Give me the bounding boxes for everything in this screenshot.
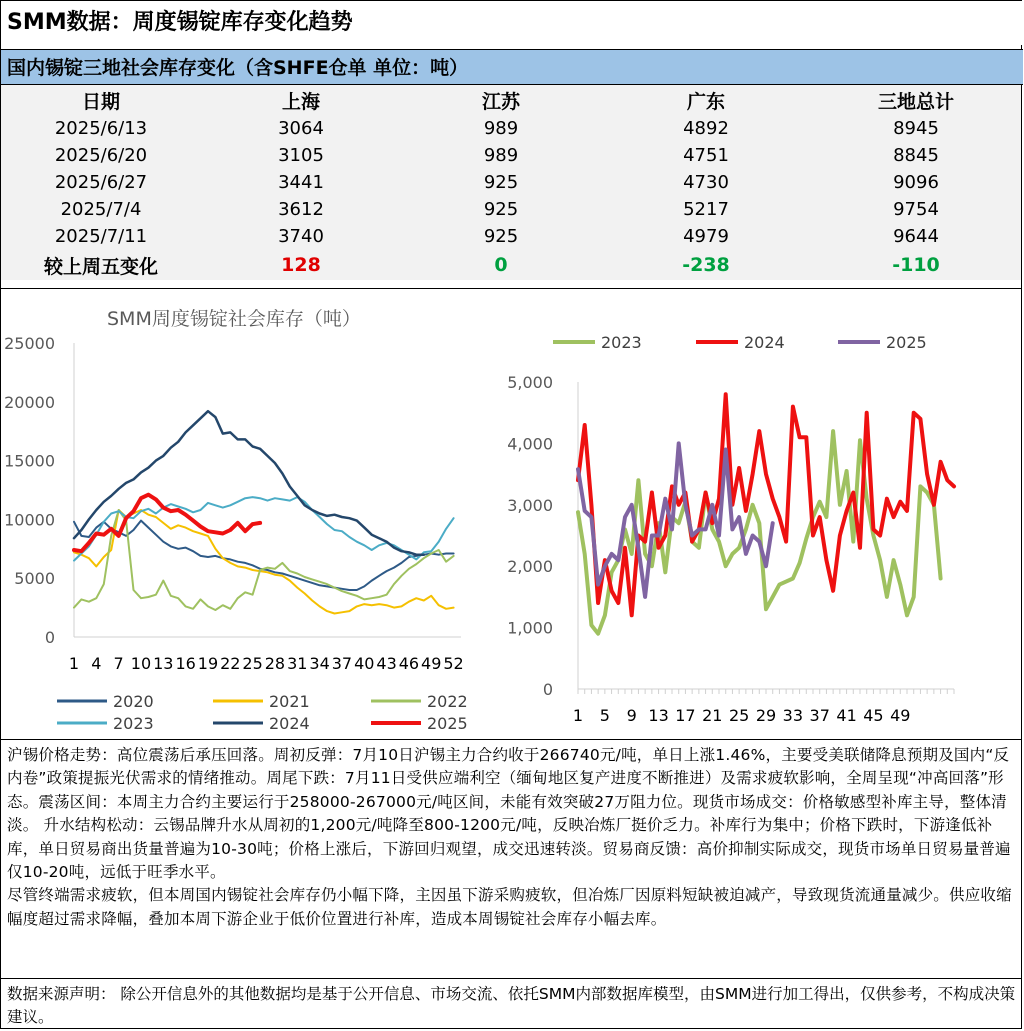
table-row [1,142,1021,169]
x-tick-label: 5 [599,706,610,725]
commentary-paragraph: 沪锡价格走势：高位震荡后承压回落。周初反弹：7月10日沪锡主力合约收于266740元/吨，单日上涨1.46%，主要受美联储降息预期及国内“反内卷”政策提振光伏需求的情绪推动。周尾下跌：7月11日受供应端利空（缅甸地区复产进度不断推进）及需求疲软影响，全周呈现“冲高回落”形态。震荡区间：本周主力合约主要运行于258000-267000元/吨区间，未能有效突破27万阻力位。现货市场成交：价格敏感型补库主导，整体清淡。 升水结构松动：云锡品牌升水从周初的1,200元/吨降至800-1200元/吨，反映冶炼厂挺价乏力。补库行为集中；价格下跌时，下游逢低补库，单日贸易商出货量普遍为10-30吨；价格上涨后，下游回归观望，成交迅速转淡。贸易商反馈：高价抑制实际成交，现货市场单日贸易量普遍仅10-20吨，远低于旺季水平。 [7,746,1011,882]
cell-shanghai: 3612 [278,199,324,220]
y-tick-label: 20000 [4,392,55,412]
table-header-row [1,85,1021,115]
header-total: 三地总计 [877,90,954,113]
y-tick-label: 0 [542,680,553,699]
cell-total: 9754 [893,199,939,220]
y-tick-label: 5000 [14,569,55,589]
x-tick-label: 22 [220,654,241,673]
legend-label: 2025 [886,333,927,352]
change-guangdong: -238 [682,254,730,276]
change-total: -110 [892,254,940,276]
legend-label: 2024 [269,714,310,733]
x-tick-label: 45 [863,706,884,725]
header-jiangsu: 江苏 [481,90,520,113]
y-tick-label: 0 [44,628,55,647]
cell-guangdong: 4730 [683,172,729,193]
series-line-2023 [74,497,454,560]
cell-guangdong: 4892 [683,118,729,139]
cell-jiangsu: 925 [483,199,519,220]
x-tick-label: 4 [91,654,102,673]
cell-jiangsu: 925 [483,172,519,193]
x-tick-label: 10 [130,654,152,673]
x-tick-label: 7 [113,654,124,673]
commentary-paragraph: 尽管终端需求疲软，但本周国内锡锭社会库存仍小幅下降，主因虽下游采购疲软，但冶炼厂因原料短缺被迫减产，导致现货流通量减少。供应收缩幅度超过需求降幅，叠加本周下游企业于低价位置进行补库，造成本周锡锭社会库存小幅去库。 [7,886,1012,928]
cell-total: 8945 [893,118,939,139]
series-line-2022 [74,510,454,610]
divider-bottom [1,978,1021,979]
x-tick-label: 19 [197,654,219,673]
cell-shanghai: 3064 [278,118,324,139]
table-row [1,115,1021,142]
change-row [1,250,1021,280]
inventory-table [1,85,1021,280]
disclaimer: 数据来源声明： 除公开信息外的其他数据均是基于公开信息、市场交流、依托SMM内部数据库模型，由SMM进行加工得出，仅供参考，不构成决策建议。 [7,985,1016,1027]
x-tick-label: 25 [728,706,750,725]
table-subtitle: 国内锡锭三地社会库存变化（含SHFE仓单 单位：吨） [1,49,1023,85]
x-tick-label: 13 [648,706,669,725]
x-tick-label: 40 [354,654,375,673]
header-guangdong: 广东 [686,90,725,113]
change-label: 较上周五变化 [43,255,158,278]
x-tick-label: 46 [398,654,420,673]
y-tick-label: 25000 [4,334,55,353]
x-tick-label: 37 [809,706,830,725]
change-jiangsu: 0 [494,254,508,276]
cell-guangdong: 4751 [683,145,729,166]
table-row [1,169,1021,196]
cell-total: 9644 [893,226,939,247]
x-tick-label: 21 [702,706,723,725]
legend-label: 2023 [601,333,642,352]
change-shanghai: 128 [281,254,321,276]
y-tick-label: 4,000 [507,434,553,454]
weekly-change-chart [491,289,1021,739]
cell-guangdong: 5217 [683,199,729,220]
legend-label: 2020 [113,692,154,711]
x-tick-label: 34 [309,654,330,673]
x-tick-label: 49 [890,706,911,725]
commentary [7,744,1019,931]
legend-label: 2024 [744,333,785,352]
series-line-2020 [74,521,454,590]
cell-total: 8845 [893,145,939,166]
header-date: 日期 [81,90,120,113]
chart-title: SMM周度锡锭社会库存（吨） [107,308,361,330]
x-tick-label: 9 [626,706,637,725]
x-tick-label: 17 [675,706,696,725]
table-row [1,223,1021,250]
cell-jiangsu: 989 [483,118,519,139]
legend-label: 2025 [427,714,468,733]
table-row [1,196,1021,223]
cell-date: 2025/6/13 [54,118,148,139]
x-tick-label: 41 [836,706,857,725]
x-tick-label: 25 [242,654,263,673]
cell-jiangsu: 925 [483,226,519,247]
x-tick-label: 1 [68,654,80,673]
cell-shanghai: 3105 [278,145,324,166]
cell-date: 2025/6/27 [54,172,148,193]
divider-chart [1,739,1021,740]
x-tick-label: 33 [782,706,804,725]
x-tick-label: 28 [264,654,286,673]
weekly-inventory-chart [1,289,491,739]
x-tick-label: 31 [287,654,308,673]
y-tick-label: 10000 [4,510,55,530]
y-tick-label: 5,000 [507,373,553,392]
legend-label: 2022 [427,692,468,711]
y-tick-label: 15000 [4,451,55,471]
x-tick-label: 43 [376,654,397,673]
cell-date: 2025/7/4 [60,199,142,220]
cell-total: 9096 [893,172,939,193]
x-tick-label: 16 [175,654,196,673]
cell-date: 2025/7/11 [54,226,148,247]
cell-shanghai: 3740 [278,226,324,247]
cell-shanghai: 3441 [278,172,324,193]
legend-label: 2021 [269,692,310,711]
x-tick-label: 37 [331,654,353,673]
x-tick-label: 13 [153,654,174,673]
header-shanghai: 上海 [281,90,320,113]
x-tick-label: 29 [755,706,777,725]
x-tick-label: 1 [572,706,584,725]
cell-jiangsu: 989 [483,145,519,166]
y-tick-label: 3,000 [507,495,553,515]
cell-date: 2025/6/20 [54,145,148,166]
x-tick-label: 52 [443,654,464,673]
page-title: SMM数据：周度锡锭库存变化趋势 [1,1,1023,45]
x-tick-label: 49 [421,654,442,673]
cell-guangdong: 4979 [683,226,729,247]
legend-label: 2023 [113,714,154,733]
y-tick-label: 1,000 [507,618,553,638]
y-tick-label: 2,000 [507,557,553,577]
